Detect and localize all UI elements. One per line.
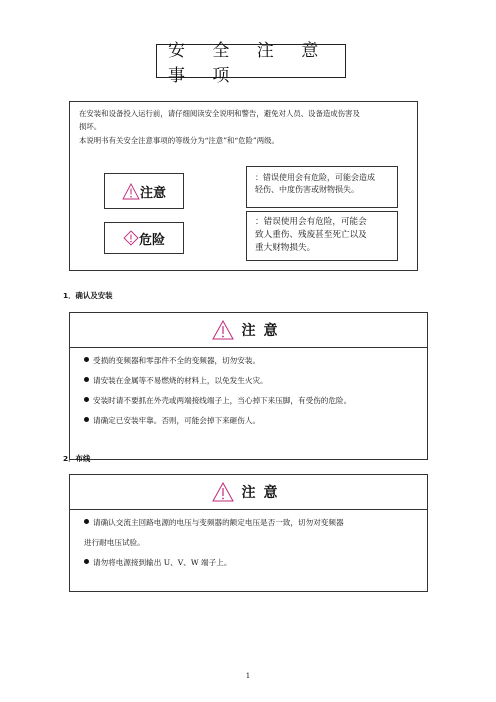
warning-triangle-icon xyxy=(212,482,234,502)
danger-desc-line-1: ：错误使用会有危险，可能会 xyxy=(255,217,367,227)
page-title: 安 全 注 意 事 项 xyxy=(168,41,330,86)
list-item: 请勿将电源接到输出 U、V、W 端子上。 xyxy=(84,558,231,568)
section-1-caution-title: 注意 xyxy=(241,323,286,339)
intro-line-1: 在安装和设备投入运行前，请仔细阅读安全说明和警告，避免对人员、设备造成伤害及 xyxy=(79,109,360,118)
bullet-icon xyxy=(84,377,89,382)
list-item: 受损的变频器和零部件不全的变频器，切勿安装。 xyxy=(84,356,260,366)
danger-desc-line-2: 致人重伤、残废甚至死亡以及 xyxy=(255,230,367,240)
list-item: 安装时请不要抓在外壳或两端接线端子上，当心掉下来压脚，有受伤的危险。 xyxy=(84,396,351,406)
caution-desc-line-1: ：错误使用会有危险，可能会造成 xyxy=(255,173,375,182)
section-1-caution-box xyxy=(69,312,428,460)
section-2-caution-header xyxy=(70,475,427,510)
list-item: 请确认交流主回路电源的电压与变频器的额定电压是否一致，切勿对变频器 xyxy=(84,518,344,528)
section-1-heading: 1．确认及安装 xyxy=(63,291,113,300)
caution-desc-box xyxy=(246,166,398,208)
section-2-caution-box xyxy=(69,474,428,592)
list-item: 请安装在金属等不易燃烧的材料上，以免发生火灾。 xyxy=(84,376,268,386)
bullet-icon xyxy=(84,559,89,564)
danger-desc-box xyxy=(246,211,398,261)
page-number: 1 xyxy=(245,672,251,680)
caution-label: 注意 xyxy=(139,185,166,201)
section-2-heading: 2．布线 xyxy=(63,454,91,463)
bullet-icon xyxy=(84,519,89,524)
danger-legend-box xyxy=(104,222,184,254)
caution-legend-box xyxy=(104,173,184,209)
list-item: 请确定已安装牢靠。否则，可能会掉下来砸伤人。 xyxy=(84,416,260,426)
danger-label: 危险 xyxy=(138,232,165,248)
danger-diamond-icon xyxy=(123,230,139,246)
warning-triangle-icon xyxy=(122,183,140,200)
caution-desc-line-2: 轻伤、中度伤害或财物损失。 xyxy=(255,185,359,194)
intro-line-3: 本说明书有关安全注意事项的等级分为“注意”和“危险”两级。 xyxy=(79,136,279,145)
danger-desc-line-3: 重大财物损失。 xyxy=(255,243,316,253)
warning-triangle-icon xyxy=(212,320,234,340)
bullet-icon xyxy=(84,357,89,362)
title-box xyxy=(156,41,346,86)
section-2-caution-title: 注意 xyxy=(241,485,286,501)
bullet-icon xyxy=(84,417,89,422)
list-item-continuation: 进行耐电压试验。 xyxy=(84,538,145,547)
intro-line-2: 损坏。 xyxy=(79,122,102,131)
bullet-icon xyxy=(84,397,89,402)
section-1-caution-header xyxy=(70,313,427,348)
